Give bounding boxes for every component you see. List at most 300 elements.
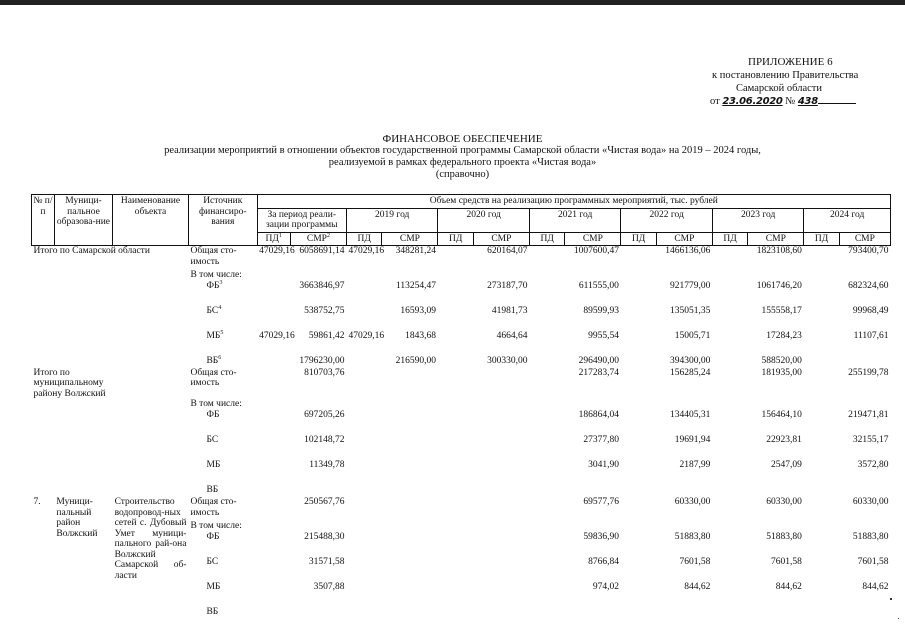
value-cell-smr2021: 3041,90 xyxy=(588,460,619,470)
value-cell-pd2021 xyxy=(529,607,564,619)
value-cell-smr2019: 216590,00 xyxy=(395,355,436,366)
table-row xyxy=(32,281,891,306)
value-cell-pd2023 xyxy=(712,582,747,607)
value-cell-smr-total: 538752,75 xyxy=(304,305,345,316)
value-cell-smr-total: 6058691,14 xyxy=(299,246,345,256)
value-cell-pd2020 xyxy=(438,485,473,497)
value-cell-pd2020 xyxy=(438,368,473,400)
value-cell-pd2023 xyxy=(712,607,747,619)
value-cell-smr2024: 51883,80 xyxy=(852,532,889,542)
scan-speck xyxy=(898,618,899,619)
value-cell-smr2021: 1007600,47 xyxy=(573,246,619,256)
header-year-2022: 2022 год xyxy=(621,208,712,232)
value-cell-smr-total: 3507,88 xyxy=(313,582,345,592)
header-volume: Объем средств на реализацию программных мероприятий, тыс. рублей xyxy=(257,195,890,209)
value-cell-pd-total: 47029,16 xyxy=(259,330,295,341)
value-cell-pd2020 xyxy=(438,460,473,485)
value-cell-smr2024: 7601,58 xyxy=(857,557,889,567)
value-cell-pd2021 xyxy=(529,497,564,521)
value-cell-smr2023: 60330,00 xyxy=(766,497,802,507)
value-cell-pd-total xyxy=(257,607,290,619)
value-cell-pd2024 xyxy=(804,410,839,435)
value-cell-smr2021 xyxy=(565,607,621,619)
source-cell: $БС^4$ xyxy=(206,304,222,316)
source-cell: $МБ^5$ xyxy=(206,329,224,341)
empty-cell xyxy=(32,399,189,410)
source-cell: МБ xyxy=(206,460,221,470)
value-cell-smr-total: 215488,30 xyxy=(304,532,345,542)
empty-cell xyxy=(32,485,189,497)
value-cell-pd2024 xyxy=(804,306,839,331)
value-cell-pd2019 xyxy=(346,410,381,435)
value-cell-smr2020 xyxy=(473,410,529,435)
value-cell-pd2023 xyxy=(712,368,747,400)
heading-title: ФИНАНСОВОЕ ОБЕСПЕЧЕНИЕ xyxy=(382,133,543,145)
value-cell-smr2024 xyxy=(839,607,890,619)
value-cell-smr2023: 844,62 xyxy=(775,582,802,592)
header-source: Источник финансиро-вания xyxy=(188,195,257,246)
value-cell-smr2023: 7601,58 xyxy=(771,557,802,567)
value-cell-smr2019 xyxy=(382,582,438,607)
value-cell-smr2022: 394300,00 xyxy=(670,355,711,366)
table-row xyxy=(32,410,891,435)
value-cell-pd2022 xyxy=(621,497,656,521)
value-cell-smr2023 xyxy=(748,607,804,619)
value-cell-pd2022 xyxy=(621,410,656,435)
value-cell-pd2024 xyxy=(804,460,839,485)
value-cell-pd2021 xyxy=(529,246,564,270)
value-cell-pd2019: 47029,16 xyxy=(348,246,385,256)
header-period: За период реали-зации программы xyxy=(257,208,346,232)
source-cell: В том числе: xyxy=(190,269,242,280)
value-cell-pd2020 xyxy=(438,497,473,521)
value-cell-pd2023 xyxy=(712,281,747,306)
value-cell-smr2022: 135051,35 xyxy=(670,305,711,316)
value-cell-smr2024 xyxy=(839,485,890,497)
value-cell-smr2021: 611555,00 xyxy=(578,280,619,291)
value-cell-pd2023 xyxy=(712,306,747,331)
appendix-block xyxy=(690,56,900,108)
value-cell-pd2020 xyxy=(438,607,473,619)
handwritten-number: 438 xyxy=(797,96,818,107)
value-cell-pd2022 xyxy=(621,246,656,270)
date-prefix: от xyxy=(710,96,720,107)
value-cell-smr2021: 59836,90 xyxy=(583,532,619,542)
value-cell-smr2020: 4664,64 xyxy=(496,330,528,341)
value-cell-smr2022: 7601,58 xyxy=(679,557,711,567)
section-label: Итого по Самарской области xyxy=(33,246,150,256)
value-cell-pd2019: 47029,16 xyxy=(348,330,385,341)
value-cell-smr2021: 8766,84 xyxy=(588,557,619,567)
value-cell-pd2020 xyxy=(438,410,473,435)
header-pd: ПД xyxy=(804,232,839,246)
value-cell-smr2024: 682324,60 xyxy=(848,280,889,291)
value-cell-pd-total xyxy=(257,532,290,557)
value-cell-smr2021: 974,02 xyxy=(592,582,619,592)
value-cell-pd2021 xyxy=(529,582,564,607)
value-cell-pd2022 xyxy=(621,435,656,460)
value-cell-pd2023 xyxy=(712,532,747,557)
value-cell-pd2020 xyxy=(438,435,473,460)
value-cell-pd2024 xyxy=(804,607,839,619)
value-cell-pd2021 xyxy=(529,306,564,331)
value-cell-pd-total xyxy=(257,435,290,460)
document-heading xyxy=(0,133,905,181)
value-cell-pd2023 xyxy=(712,246,747,270)
value-cell-pd2024 xyxy=(804,356,839,368)
financing-table xyxy=(31,194,891,619)
header-pd: ПД xyxy=(529,232,564,246)
value-cell-smr2024: 11107,61 xyxy=(853,330,889,341)
empty-cell xyxy=(257,521,890,532)
value-cell-smr2021: 9955,54 xyxy=(588,330,619,341)
value-cell-pd2021 xyxy=(529,331,564,356)
value-cell-pd2019 xyxy=(346,281,381,306)
header-smr: СМР xyxy=(473,232,529,246)
source-cell: ФБ xyxy=(206,532,220,542)
value-cell-pd2021 xyxy=(529,435,564,460)
value-cell-pd2020 xyxy=(438,356,473,368)
value-cell-pd2021 xyxy=(529,281,564,306)
value-cell-smr2020: 41981,73 xyxy=(491,305,528,316)
value-cell-smr-total: 59861,42 xyxy=(308,330,345,341)
value-cell-pd2019 xyxy=(346,532,381,557)
table-row xyxy=(32,368,891,400)
value-cell-smr2024: 793400,70 xyxy=(848,246,889,256)
value-cell-smr2019 xyxy=(382,497,438,521)
value-cell-pd2024 xyxy=(804,532,839,557)
value-cell-pd2019 xyxy=(346,435,381,460)
value-cell-smr2019: 113254,47 xyxy=(395,280,436,291)
source-cell: БС xyxy=(206,557,219,567)
heading-line2: реализации мероприятий в отношении объектов государственной программы Самарской области «Чистая вода» на 2019 – 2024 годы, xyxy=(164,145,761,156)
value-cell-smr2020 xyxy=(473,497,529,521)
value-cell-smr2020 xyxy=(473,368,529,400)
table-row xyxy=(32,497,891,521)
value-cell-pd2019 xyxy=(346,582,381,607)
municipality-cell: Муници-пальный район Волжский xyxy=(56,497,98,539)
value-cell-smr2020: 300330,00 xyxy=(487,355,528,366)
value-cell-pd-total xyxy=(257,485,290,497)
empty-cell xyxy=(32,331,189,356)
value-cell-pd2019 xyxy=(346,306,381,331)
value-cell-smr2024: 99968,49 xyxy=(852,305,889,316)
handwritten-date: 23.06.2020 xyxy=(722,96,783,107)
value-cell-smr2024: 60330,00 xyxy=(852,497,889,507)
value-cell-pd2022 xyxy=(621,281,656,306)
value-cell-pd2021 xyxy=(529,485,564,497)
value-cell-smr2022: 51883,80 xyxy=(674,532,711,542)
value-cell-pd2024 xyxy=(804,485,839,497)
scan-top-border xyxy=(0,0,905,5)
table-row xyxy=(32,460,891,485)
source-cell: ФБ xyxy=(206,410,220,420)
value-cell-pd2022 xyxy=(621,582,656,607)
value-cell-pd2021 xyxy=(529,460,564,485)
value-cell-pd-total xyxy=(257,497,290,521)
value-cell-smr2023: 181935,00 xyxy=(761,367,802,378)
table-row xyxy=(32,246,891,270)
value-cell-pd2023 xyxy=(712,435,747,460)
value-cell-pd2020 xyxy=(438,246,473,270)
value-cell-smr2022: 19691,94 xyxy=(674,435,711,445)
value-cell-pd2020 xyxy=(438,532,473,557)
value-cell-pd2022 xyxy=(621,532,656,557)
header-pd: ПД xyxy=(346,232,381,246)
value-cell-smr2021: 186864,04 xyxy=(578,410,619,420)
object-cell: Строительство водопровод-ных сетей с. Дубовый Умет муници-пального рай-она Волжский Самарской об-ласти xyxy=(114,497,187,581)
table-row xyxy=(32,435,891,460)
value-cell-pd2019 xyxy=(346,356,381,368)
value-cell-smr2019: 16593,09 xyxy=(400,305,436,316)
value-cell-pd-total xyxy=(257,557,290,582)
value-cell-smr2022: 156285,24 xyxy=(670,367,711,378)
value-cell-smr2020 xyxy=(473,460,529,485)
value-cell-smr2021: 69577,76 xyxy=(583,497,619,507)
empty-cell xyxy=(32,435,189,460)
value-cell-smr2019 xyxy=(382,607,438,619)
source-cell: $ВБ^6$ xyxy=(206,354,222,366)
value-cell-pd-total xyxy=(257,281,290,306)
header-smr: СМР xyxy=(656,232,712,246)
value-cell-smr-total: 250567,76 xyxy=(304,497,345,507)
value-cell-pd-total xyxy=(257,356,290,368)
value-cell-pd2024 xyxy=(804,246,839,270)
value-cell-pd2022 xyxy=(621,306,656,331)
header-pd: ПД xyxy=(621,232,656,246)
value-cell-pd2022 xyxy=(621,460,656,485)
value-cell-pd2023 xyxy=(712,356,747,368)
value-cell-pd-total xyxy=(257,306,290,331)
value-cell-smr-total: 11349,78 xyxy=(309,460,345,470)
value-cell-pd2023 xyxy=(712,557,747,582)
value-cell-smr-total: 1796230,00 xyxy=(299,355,345,366)
table-row xyxy=(32,270,891,281)
header-smr: СМР xyxy=(748,232,804,246)
value-cell-smr2019: 1843,68 xyxy=(405,330,436,341)
value-cell-pd2020 xyxy=(438,306,473,331)
empty-cell xyxy=(32,270,189,281)
value-cell-smr2023: 155558,17 xyxy=(761,305,802,316)
value-cell-pd-total xyxy=(257,582,290,607)
value-cell-smr2022: 844,62 xyxy=(684,582,711,592)
value-cell-pd2022 xyxy=(621,331,656,356)
value-cell-pd2019 xyxy=(346,497,381,521)
value-cell-pd-total xyxy=(257,460,290,485)
appendix-line2: к постановлению Правительства xyxy=(712,70,859,81)
value-cell-smr2024: 255199,78 xyxy=(848,367,889,378)
value-cell-smr2020 xyxy=(473,485,529,497)
value-cell-smr2019: 348281,24 xyxy=(395,246,436,256)
value-cell-smr2023: 2547,09 xyxy=(771,460,802,470)
row-number: 7. xyxy=(33,497,41,507)
value-cell-pd2023 xyxy=(712,410,747,435)
source-cell: ВБ xyxy=(206,607,219,617)
value-cell-smr2019 xyxy=(382,410,438,435)
value-cell-smr2020: 620164,07 xyxy=(487,246,528,256)
value-cell-pd2019 xyxy=(346,460,381,485)
table-row xyxy=(32,306,891,331)
value-cell-pd2023 xyxy=(712,331,747,356)
value-cell-pd2021 xyxy=(529,557,564,582)
value-cell-pd2019 xyxy=(346,368,381,400)
value-cell-pd2020 xyxy=(438,557,473,582)
value-cell-pd-total: 47029,16 xyxy=(259,246,295,256)
source-cell: БС xyxy=(206,435,219,445)
value-cell-smr2023: 22923,81 xyxy=(766,435,802,445)
value-cell-pd2022 xyxy=(621,607,656,619)
table-row xyxy=(32,485,891,497)
value-cell-smr2022 xyxy=(656,607,712,619)
value-cell-smr2020 xyxy=(473,557,529,582)
value-cell-pd2024 xyxy=(804,582,839,607)
source-cell: МБ xyxy=(206,582,221,592)
value-cell-pd-total xyxy=(257,368,290,400)
header-year-2024: 2024 год xyxy=(804,208,891,232)
header-smr: СМР$^2$ xyxy=(290,232,346,246)
value-cell-smr2020 xyxy=(473,435,529,460)
table-row xyxy=(32,331,891,356)
value-cell-pd2021 xyxy=(529,356,564,368)
value-cell-smr2019 xyxy=(382,368,438,400)
value-cell-smr-total: 3663846,97 xyxy=(299,280,345,291)
header-year-2019: 2019 год xyxy=(346,208,437,232)
value-cell-smr2021: 89599,93 xyxy=(583,305,619,316)
value-cell-smr2022: 15005,71 xyxy=(674,330,711,341)
value-cell-smr2023: 588520,00 xyxy=(761,355,802,366)
value-cell-pd2024 xyxy=(804,497,839,521)
value-cell-smr2019 xyxy=(382,485,438,497)
appendix-title: ПРИЛОЖЕНИЕ 6 xyxy=(748,56,833,68)
value-cell-smr2023: 1823108,60 xyxy=(756,246,802,256)
empty-cell xyxy=(257,270,890,281)
value-cell-smr2019 xyxy=(382,435,438,460)
empty-cell xyxy=(32,356,189,368)
value-cell-pd2019 xyxy=(346,607,381,619)
value-cell-pd2023 xyxy=(712,460,747,485)
source-cell: $ФБ^3$ xyxy=(206,279,223,291)
value-cell-smr2021 xyxy=(565,485,621,497)
value-cell-smr-total: 102148,72 xyxy=(304,435,345,445)
value-cell-smr2021: 296490,00 xyxy=(578,355,619,366)
value-cell-pd2024 xyxy=(804,557,839,582)
value-cell-pd2021 xyxy=(529,368,564,400)
heading-line3: реализуемой в рамках федерального проекта «Чистая вода» xyxy=(328,157,597,168)
value-cell-smr2022 xyxy=(656,485,712,497)
value-cell-smr2020 xyxy=(473,582,529,607)
header-year-2020: 2020 год xyxy=(438,208,529,232)
scan-speck xyxy=(890,598,892,600)
value-cell-smr2021: 27377,80 xyxy=(583,435,619,445)
value-cell-pd2022 xyxy=(621,485,656,497)
source-cell: В том числе: xyxy=(190,521,242,531)
value-cell-smr2023: 17284,23 xyxy=(766,330,802,341)
value-cell-pd2022 xyxy=(621,356,656,368)
value-cell-smr-total xyxy=(290,607,346,619)
section-label: Итого по муниципальному району Волжский xyxy=(33,367,106,399)
value-cell-pd2019 xyxy=(346,485,381,497)
number-prefix: № xyxy=(785,96,796,107)
empty-cell xyxy=(32,281,189,306)
value-cell-smr-total: 31571,58 xyxy=(308,557,345,567)
value-cell-pd2024 xyxy=(804,435,839,460)
heading-line4: (справочно) xyxy=(435,169,490,180)
value-cell-smr2022: 2187,99 xyxy=(679,460,711,470)
value-cell-pd2022 xyxy=(621,557,656,582)
value-cell-smr2024 xyxy=(839,356,890,368)
header-no: № п/п xyxy=(32,195,55,246)
header-smr: СМР xyxy=(382,232,438,246)
source-cell: Общая сто-имость xyxy=(190,497,237,518)
value-cell-pd2024 xyxy=(804,281,839,306)
value-cell-pd2021 xyxy=(529,532,564,557)
empty-cell xyxy=(32,306,189,331)
value-cell-smr2020 xyxy=(473,532,529,557)
table-row xyxy=(32,399,891,410)
value-cell-smr2022: 134405,31 xyxy=(670,410,711,420)
header-year-2021: 2021 год xyxy=(529,208,620,232)
value-cell-smr2019 xyxy=(382,532,438,557)
value-cell-smr2019 xyxy=(382,557,438,582)
empty-cell xyxy=(257,399,890,410)
header-pd: ПД xyxy=(438,232,473,246)
value-cell-smr2022: 921779,00 xyxy=(670,280,711,291)
value-cell-pd2023 xyxy=(712,497,747,521)
value-cell-smr2024: 844,62 xyxy=(862,582,889,592)
value-cell-pd2023 xyxy=(712,485,747,497)
header-year-2023: 2023 год xyxy=(712,208,803,232)
value-cell-smr-total xyxy=(290,485,346,497)
value-cell-pd2020 xyxy=(438,281,473,306)
value-cell-pd2024 xyxy=(804,331,839,356)
value-cell-pd2020 xyxy=(438,582,473,607)
value-cell-smr2019 xyxy=(382,460,438,485)
value-cell-smr2022: 60330,00 xyxy=(674,497,711,507)
appendix-line3: Самарской области xyxy=(736,83,822,94)
value-cell-pd2022 xyxy=(621,368,656,400)
value-cell-pd-total xyxy=(257,410,290,435)
value-cell-smr2020 xyxy=(473,607,529,619)
header-smr: СМР xyxy=(839,232,890,246)
value-cell-smr2021: 217283,74 xyxy=(578,367,619,378)
source-cell: Общая сто-имость xyxy=(190,367,237,388)
value-cell-smr2020: 273187,70 xyxy=(487,280,528,291)
appendix-date-line xyxy=(690,95,900,108)
value-cell-smr2024: 219471,81 xyxy=(848,410,889,420)
header-municipality: Муници-пальное образова-ние xyxy=(54,195,112,246)
header-pd: $ПД^1$ xyxy=(257,232,290,246)
value-cell-smr2023: 156464,10 xyxy=(761,410,802,420)
value-cell-smr-total: 810703,76 xyxy=(304,367,345,378)
value-cell-smr2024: 3572,80 xyxy=(857,460,889,470)
value-cell-smr2023: 1061746,20 xyxy=(756,280,802,291)
value-cell-smr-total: 697205,26 xyxy=(304,410,345,420)
source-cell: ВБ xyxy=(206,485,219,495)
header-pd: ПД xyxy=(712,232,747,246)
value-cell-smr2023: 51883,80 xyxy=(766,532,802,542)
table-row xyxy=(32,356,891,368)
value-cell-pd2024 xyxy=(804,368,839,400)
empty-cell xyxy=(32,460,189,485)
source-cell: В том числе: xyxy=(190,399,242,409)
value-cell-smr2022: 1466136,06 xyxy=(665,246,711,256)
value-cell-pd2019 xyxy=(346,557,381,582)
value-cell-smr2024: 32155,17 xyxy=(852,435,889,445)
source-cell: Общая сто-имость xyxy=(190,246,237,267)
empty-cell xyxy=(32,410,189,435)
header-object: Наименование объекта xyxy=(113,195,189,246)
value-cell-smr2023 xyxy=(748,485,804,497)
